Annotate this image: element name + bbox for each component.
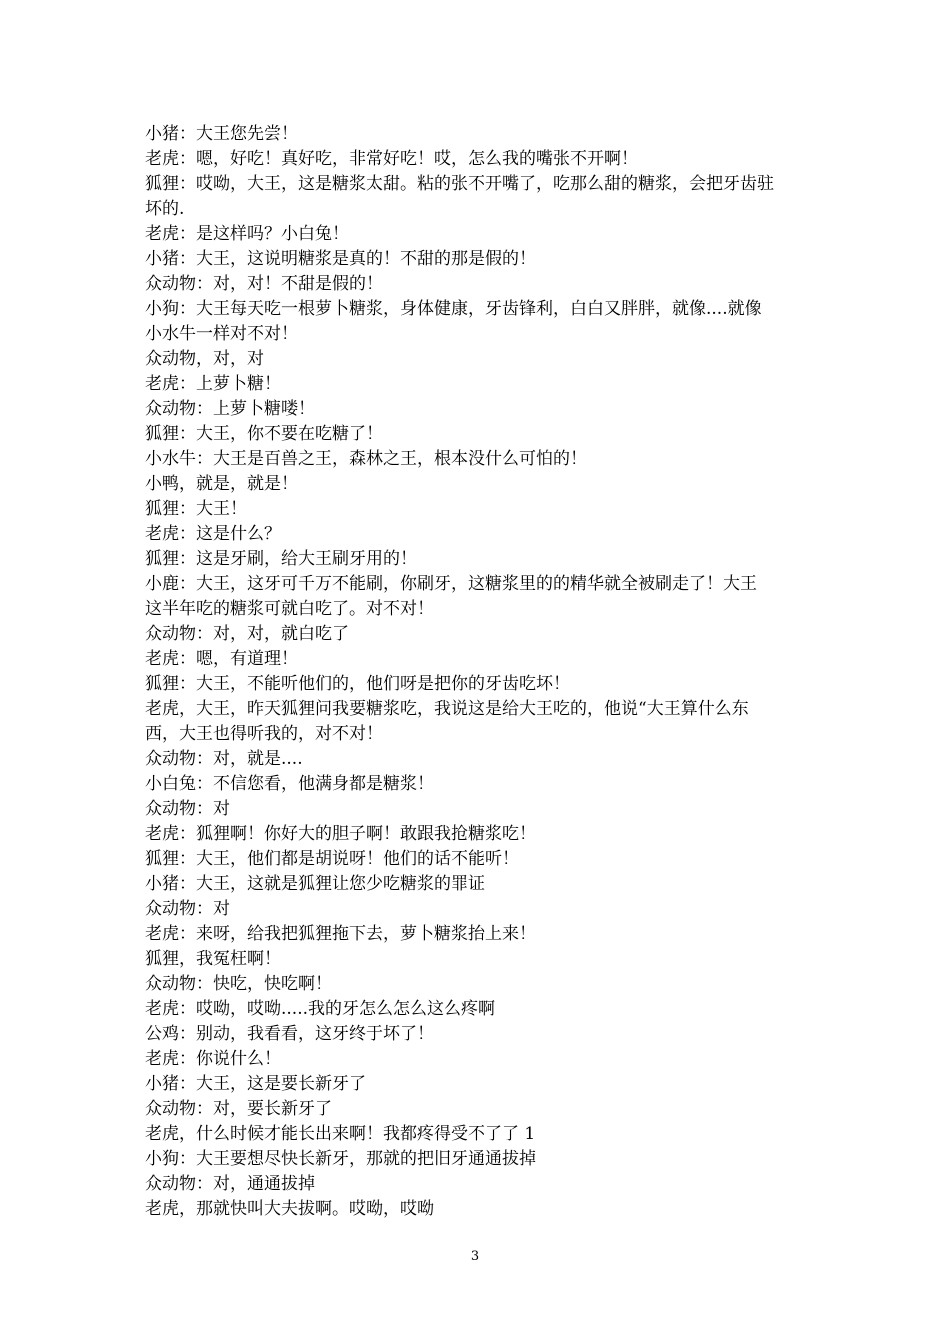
dialogue-line: 众动物：上萝卜糖喽！ [145, 399, 315, 419]
dialogue-line: 小狗：大王要想尽快长新牙，那就的把旧牙通通拔掉 [145, 1149, 536, 1169]
dialogue-line: 小猪：大王您先尝！ [145, 124, 298, 144]
dialogue-line: 小鹿：大王，这牙可千万不能刷，你刷牙，这糖浆里的的精华就全被刷走了！大王 [145, 574, 757, 594]
dialogue-line: 众动物：对，要长新牙了 [145, 1099, 332, 1119]
dialogue-line: 小白兔：不信您看，他满身都是糖浆！ [145, 774, 434, 794]
dialogue-line: 狐狸：大王，他们都是胡说呀！他们的话不能听！ [145, 849, 519, 869]
dialogue-line: 老虎：来呀，给我把狐狸拖下去，萝卜糖浆抬上来！ [145, 924, 536, 944]
dialogue-line: 众动物：对，对！不甜是假的！ [145, 274, 383, 294]
dialogue-line: 众动物：对，通通拔掉 [145, 1174, 315, 1194]
dialogue-line: 狐狸：哎呦，大王，这是糖浆太甜。粘的张不开嘴了，吃那么甜的糖浆，会把牙齿驻 [145, 174, 774, 194]
dialogue-line: 老虎：嗯，有道理！ [145, 649, 298, 669]
dialogue-line: 小鸭，就是，就是！ [145, 474, 298, 494]
dialogue-line: 老虎：这是什么？ [145, 524, 281, 544]
dialogue-line: 狐狸：大王！ [145, 499, 247, 519]
dialogue-line: 小水牛：大王是百兽之王，森林之王，根本没什么可怕的！ [145, 449, 587, 469]
dialogue-line: 小猪：大王，这就是狐狸让您少吃糖浆的罪证 [145, 874, 485, 894]
page-number: 3 [470, 1249, 480, 1264]
dialogue-line: 老虎：狐狸啊！你好大的胆子啊！敢跟我抢糖浆吃！ [145, 824, 536, 844]
dialogue-line: 众动物：对，就是.... [145, 749, 303, 769]
dialogue-line: 众动物，对，对 [145, 349, 264, 369]
dialogue-line: 小水牛一样对不对！ [145, 324, 298, 344]
dialogue-line: 众动物：对 [145, 799, 230, 819]
dialogue-line: 狐狸，我冤枉啊！ [145, 949, 281, 969]
dialogue-line: 公鸡：别动，我看看，这牙终于坏了！ [145, 1024, 434, 1044]
dialogue-line: 老虎：你说什么！ [145, 1049, 281, 1069]
dialogue-line: 老虎，那就快叫大夫拔啊。哎呦，哎呦 [145, 1199, 434, 1219]
dialogue-line: 西，大王也得听我的，对不对！ [145, 724, 383, 744]
dialogue-line: 老虎：是这样吗？小白兔！ [145, 224, 349, 244]
dialogue-line: 小猪：大王，这是要长新牙了 [145, 1074, 366, 1094]
dialogue-line: 狐狸：大王，你不要在吃糖了！ [145, 424, 383, 444]
dialogue-line: 老虎，什么时候才能长出来啊！我都疼得受不了了 1 [145, 1124, 536, 1144]
document-body [145, 122, 810, 1222]
dialogue-line: 老虎，大王，昨天狐狸问我要糖浆吃，我说这是给大王吃的，他说“大王算什么东 [145, 699, 749, 719]
dialogue-line: 老虎：哎呦，哎呦.....我的牙怎么怎么这么疼啊 [145, 999, 496, 1019]
dialogue-line: 老虎：嗯，好吃！真好吃，非常好吃！哎，怎么我的嘴张不开啊！ [145, 149, 638, 169]
dialogue-line: 众动物：对，对，就白吃了 [145, 624, 349, 644]
dialogue-line: 坏的. [145, 199, 185, 219]
dialogue-line: 狐狸：这是牙刷，给大王刷牙用的！ [145, 549, 417, 569]
dialogue-line: 小狗：大王每天吃一根萝卜糖浆，身体健康，牙齿锋利，白白又胖胖，就像....就像 [145, 299, 762, 319]
dialogue-line: 小猪：大王，这说明糖浆是真的！不甜的那是假的！ [145, 249, 536, 269]
dialogue-line: 老虎：上萝卜糖！ [145, 374, 281, 394]
dialogue-line: 这半年吃的糖浆可就白吃了。对不对！ [145, 599, 434, 619]
dialogue-line: 狐狸：大王，不能听他们的，他们呀是把你的牙齿吃坏！ [145, 674, 570, 694]
dialogue-line: 众动物：对 [145, 899, 230, 919]
dialogue-line: 众动物：快吃，快吃啊！ [145, 974, 332, 994]
